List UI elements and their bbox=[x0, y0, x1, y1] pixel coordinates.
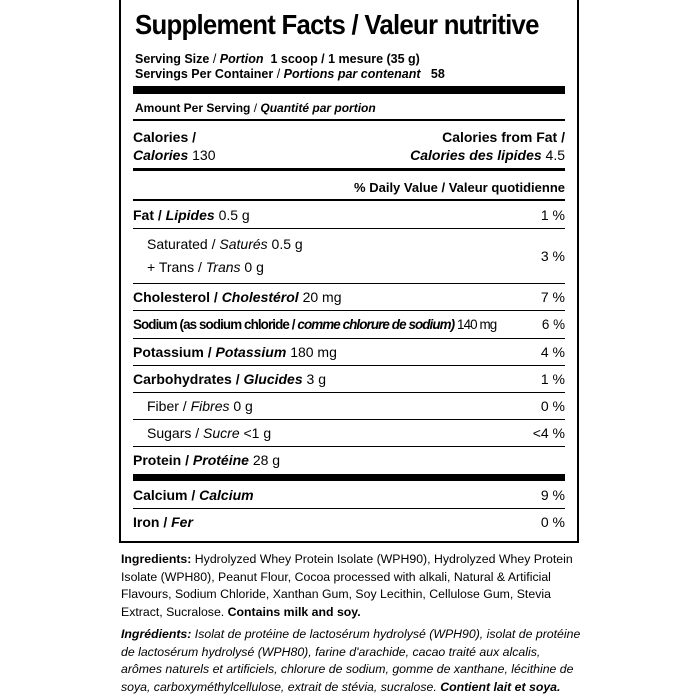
potassium-row: Potassium / Potassium 180 mg 4 % bbox=[133, 344, 565, 360]
carbohydrates-row: Carbohydrates / Glucides 3 g 1 % bbox=[133, 371, 565, 387]
rule bbox=[133, 310, 565, 311]
rule bbox=[133, 365, 565, 366]
calcium-dv: 9 % bbox=[540, 487, 565, 503]
rule bbox=[133, 392, 565, 393]
fiber-row: Fiber / Fibres 0 g 0 % bbox=[147, 398, 565, 414]
daily-value-header: % Daily Value / Valeur quotidienne bbox=[354, 180, 565, 195]
sugars-dv: <4 % bbox=[532, 425, 565, 441]
cholesterol-dv: 7 % bbox=[540, 289, 565, 305]
thick-rule bbox=[133, 86, 565, 94]
fiber-dv: 0 % bbox=[540, 398, 565, 414]
fat-row: Fat / Lipides 0.5 g 1 % bbox=[133, 207, 565, 223]
protein-row: Protein / Protéine 28 g bbox=[133, 452, 281, 468]
iron-dv: 0 % bbox=[540, 514, 565, 530]
serving-size-line: Serving Size / Portion 1 scoop / 1 mesure (35 g) bbox=[135, 52, 420, 66]
rule bbox=[133, 199, 565, 201]
panel-title: Supplement Facts / Valeur nutritive bbox=[135, 9, 539, 40]
thick-rule bbox=[133, 474, 565, 481]
calories-row: Calories 130 bbox=[133, 147, 216, 163]
calories-label: Calories / bbox=[133, 129, 197, 145]
rule bbox=[133, 283, 565, 284]
calories-fat-row: Calories des lipides 4.5 bbox=[410, 147, 565, 163]
carbohydrates-dv: 1 % bbox=[540, 371, 565, 387]
cholesterol-row: Cholesterol / Cholestérol 20 mg 7 % bbox=[133, 289, 565, 305]
ingredients-french: Ingrédients: Isolat de protéine de lactosérum hydrolysé (WPH90), isolat de protéine de lactosérum hydrolysé (WPH80), farine d'arachide, cacao traité aux alcalis, arômes naturels et artificiels, chlorure de sodium, gomme de xanthane, lécithine de soya, carboxyméthylcellulose, extrait de stévia, sucralose. Contient lait et soya. bbox=[121, 627, 581, 694]
rule bbox=[133, 228, 565, 229]
amount-per-serving: Amount Per Serving / Quantité par portion bbox=[135, 101, 376, 115]
calcium-row: Calcium / Calcium 9 % bbox=[133, 487, 565, 503]
nutrition-facts-panel bbox=[119, 0, 579, 543]
rule bbox=[133, 168, 565, 171]
fat-dv: 1 % bbox=[540, 207, 565, 223]
calories-fat-label: Calories from Fat / bbox=[442, 129, 565, 145]
rule bbox=[133, 419, 565, 420]
sodium-row: Sodium (as sodium chloride / comme chlorure de sodium) 140 mg 6 % bbox=[133, 317, 565, 332]
rule bbox=[133, 338, 565, 339]
ingredients-english: Ingredients: Hydrolyzed Whey Protein Isolate (WPH90), Hydrolyzed Whey Protein Isolate (WPH80), Peanut Flour, Cocoa processed with alkali, Natural & Artificial Flavours, Sodium Chloride, Xanthan Gum, Soy Lecithin, Cellulose Gum, Stevia Extract, Sucralose. Contains milk and soy. bbox=[121, 552, 573, 619]
rule bbox=[133, 508, 565, 509]
trans-row: + Trans / Trans 0 g bbox=[147, 259, 264, 275]
iron-row: Iron / Fer 0 % bbox=[133, 514, 565, 530]
servings-per-container-line: Servings Per Container / Portions par contenant 58 bbox=[135, 67, 445, 81]
saturated-dv: 3 % bbox=[540, 248, 565, 264]
saturated-row: Saturated / Saturés 0.5 g bbox=[147, 236, 303, 252]
sodium-dv: 6 % bbox=[541, 317, 565, 332]
rule bbox=[133, 119, 565, 121]
sugars-row: Sugars / Sucre <1 g <4 % bbox=[147, 425, 565, 441]
potassium-dv: 4 % bbox=[540, 344, 565, 360]
rule bbox=[133, 446, 565, 447]
